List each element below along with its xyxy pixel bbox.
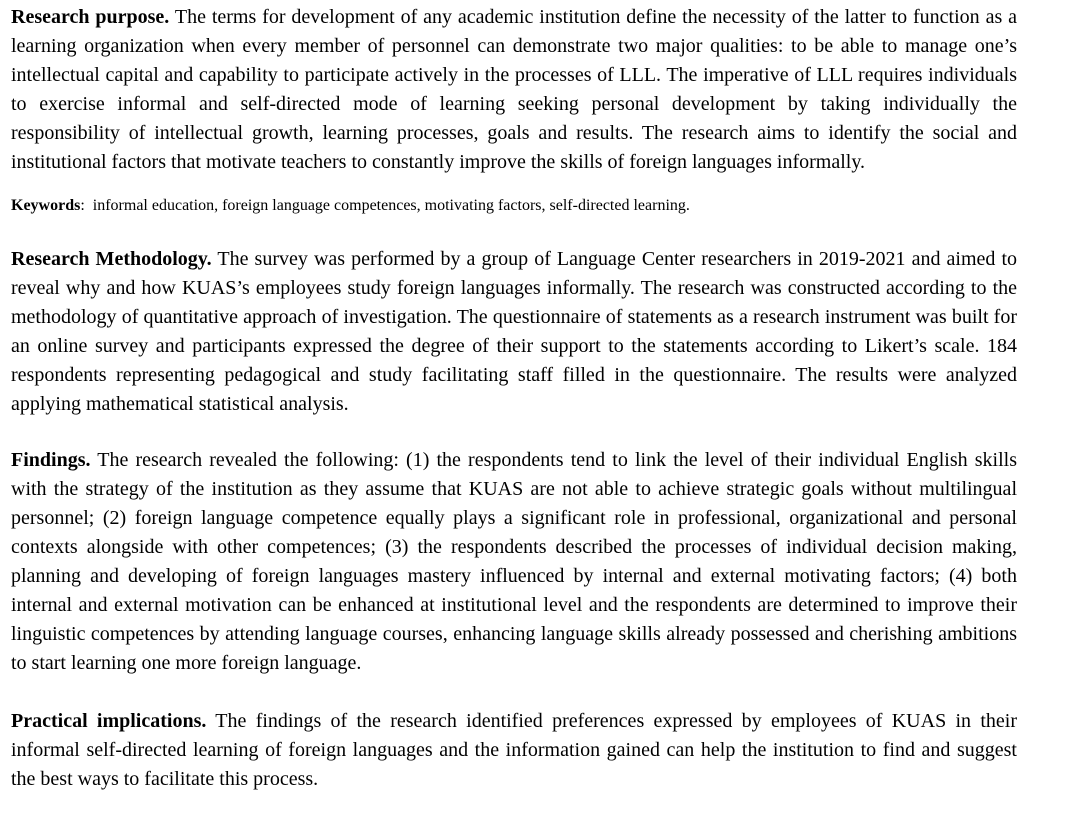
paragraph-practical-implications (11, 707, 1017, 794)
paragraph-keywords (11, 193, 1017, 218)
research-methodology-heading: Research Methodology. (11, 248, 212, 270)
research-purpose-text: The terms for development of any academic institution define the necessity of the latter to function as a learning organization when every member of personnel can demonstrate two major qualities: to be able to manage one’s intellectual capital and capability to participate actively in the processes of LLL. The imperative of LLL requires individuals to exercise informal and self-directed mode of learning seeking personal development by taking individually the responsibility of intellectual growth, learning processes, goals and results. The research aims to identify the social and institutional factors that motivate teachers to constantly improve the skills of foreign languages informally. (11, 6, 1017, 173)
keywords-separator: : (80, 197, 93, 214)
keywords-text: informal education, foreign language competences, motivating factors, self-directed learning. (92, 197, 690, 214)
findings-text: The research revealed the following: (1) the respondents tend to link the level of their individual English skills with the strategy of the institution as they assume that KUAS are not able to achieve strategic goals without multilingual personnel; (2) foreign language competence equally plays a significant role in professional, organizational and personal contexts alongside with other competences; (3) the respondents described the processes of individual decision making, planning and developing of foreign languages mastery influenced by internal and external motivating factors; (4) both internal and external motivation can be enhanced at institutional level and the respondents are determined to improve their linguistic competences by attending language courses, enhancing language skills already possessed and cherishing ambitions to start learning one more foreign language. (11, 449, 1017, 674)
keywords-label: Keywords (11, 197, 81, 214)
paragraph-research-methodology (11, 245, 1017, 419)
research-purpose-heading: Research purpose. (11, 6, 170, 28)
findings-heading: Findings. (11, 449, 91, 471)
paragraph-research-purpose (11, 3, 1017, 177)
practical-implications-heading: Practical implications. (11, 710, 207, 732)
research-methodology-text: The survey was performed by a group of Language Center researchers in 2019-2021 and aimed to reveal why and how KUAS’s employees study foreign languages informally. The research was constructed according to the methodology of quantitative approach of investigation. The questionnaire of statements as a research instrument was built for an online survey and participants expressed the degree of their support to the statements according to Likert’s scale. 184 respondents representing pedagogical and study facilitating staff filled in the questionnaire. The results were analyzed applying mathematical statistical analysis. (11, 248, 1017, 415)
paragraph-findings (11, 446, 1017, 678)
practical-implications-text: The findings of the research identified preferences expressed by employees of KUAS in their informal self-directed learning of foreign languages and the information gained can help the institution to find and suggest the best ways to facilitate this process. (11, 710, 1017, 790)
